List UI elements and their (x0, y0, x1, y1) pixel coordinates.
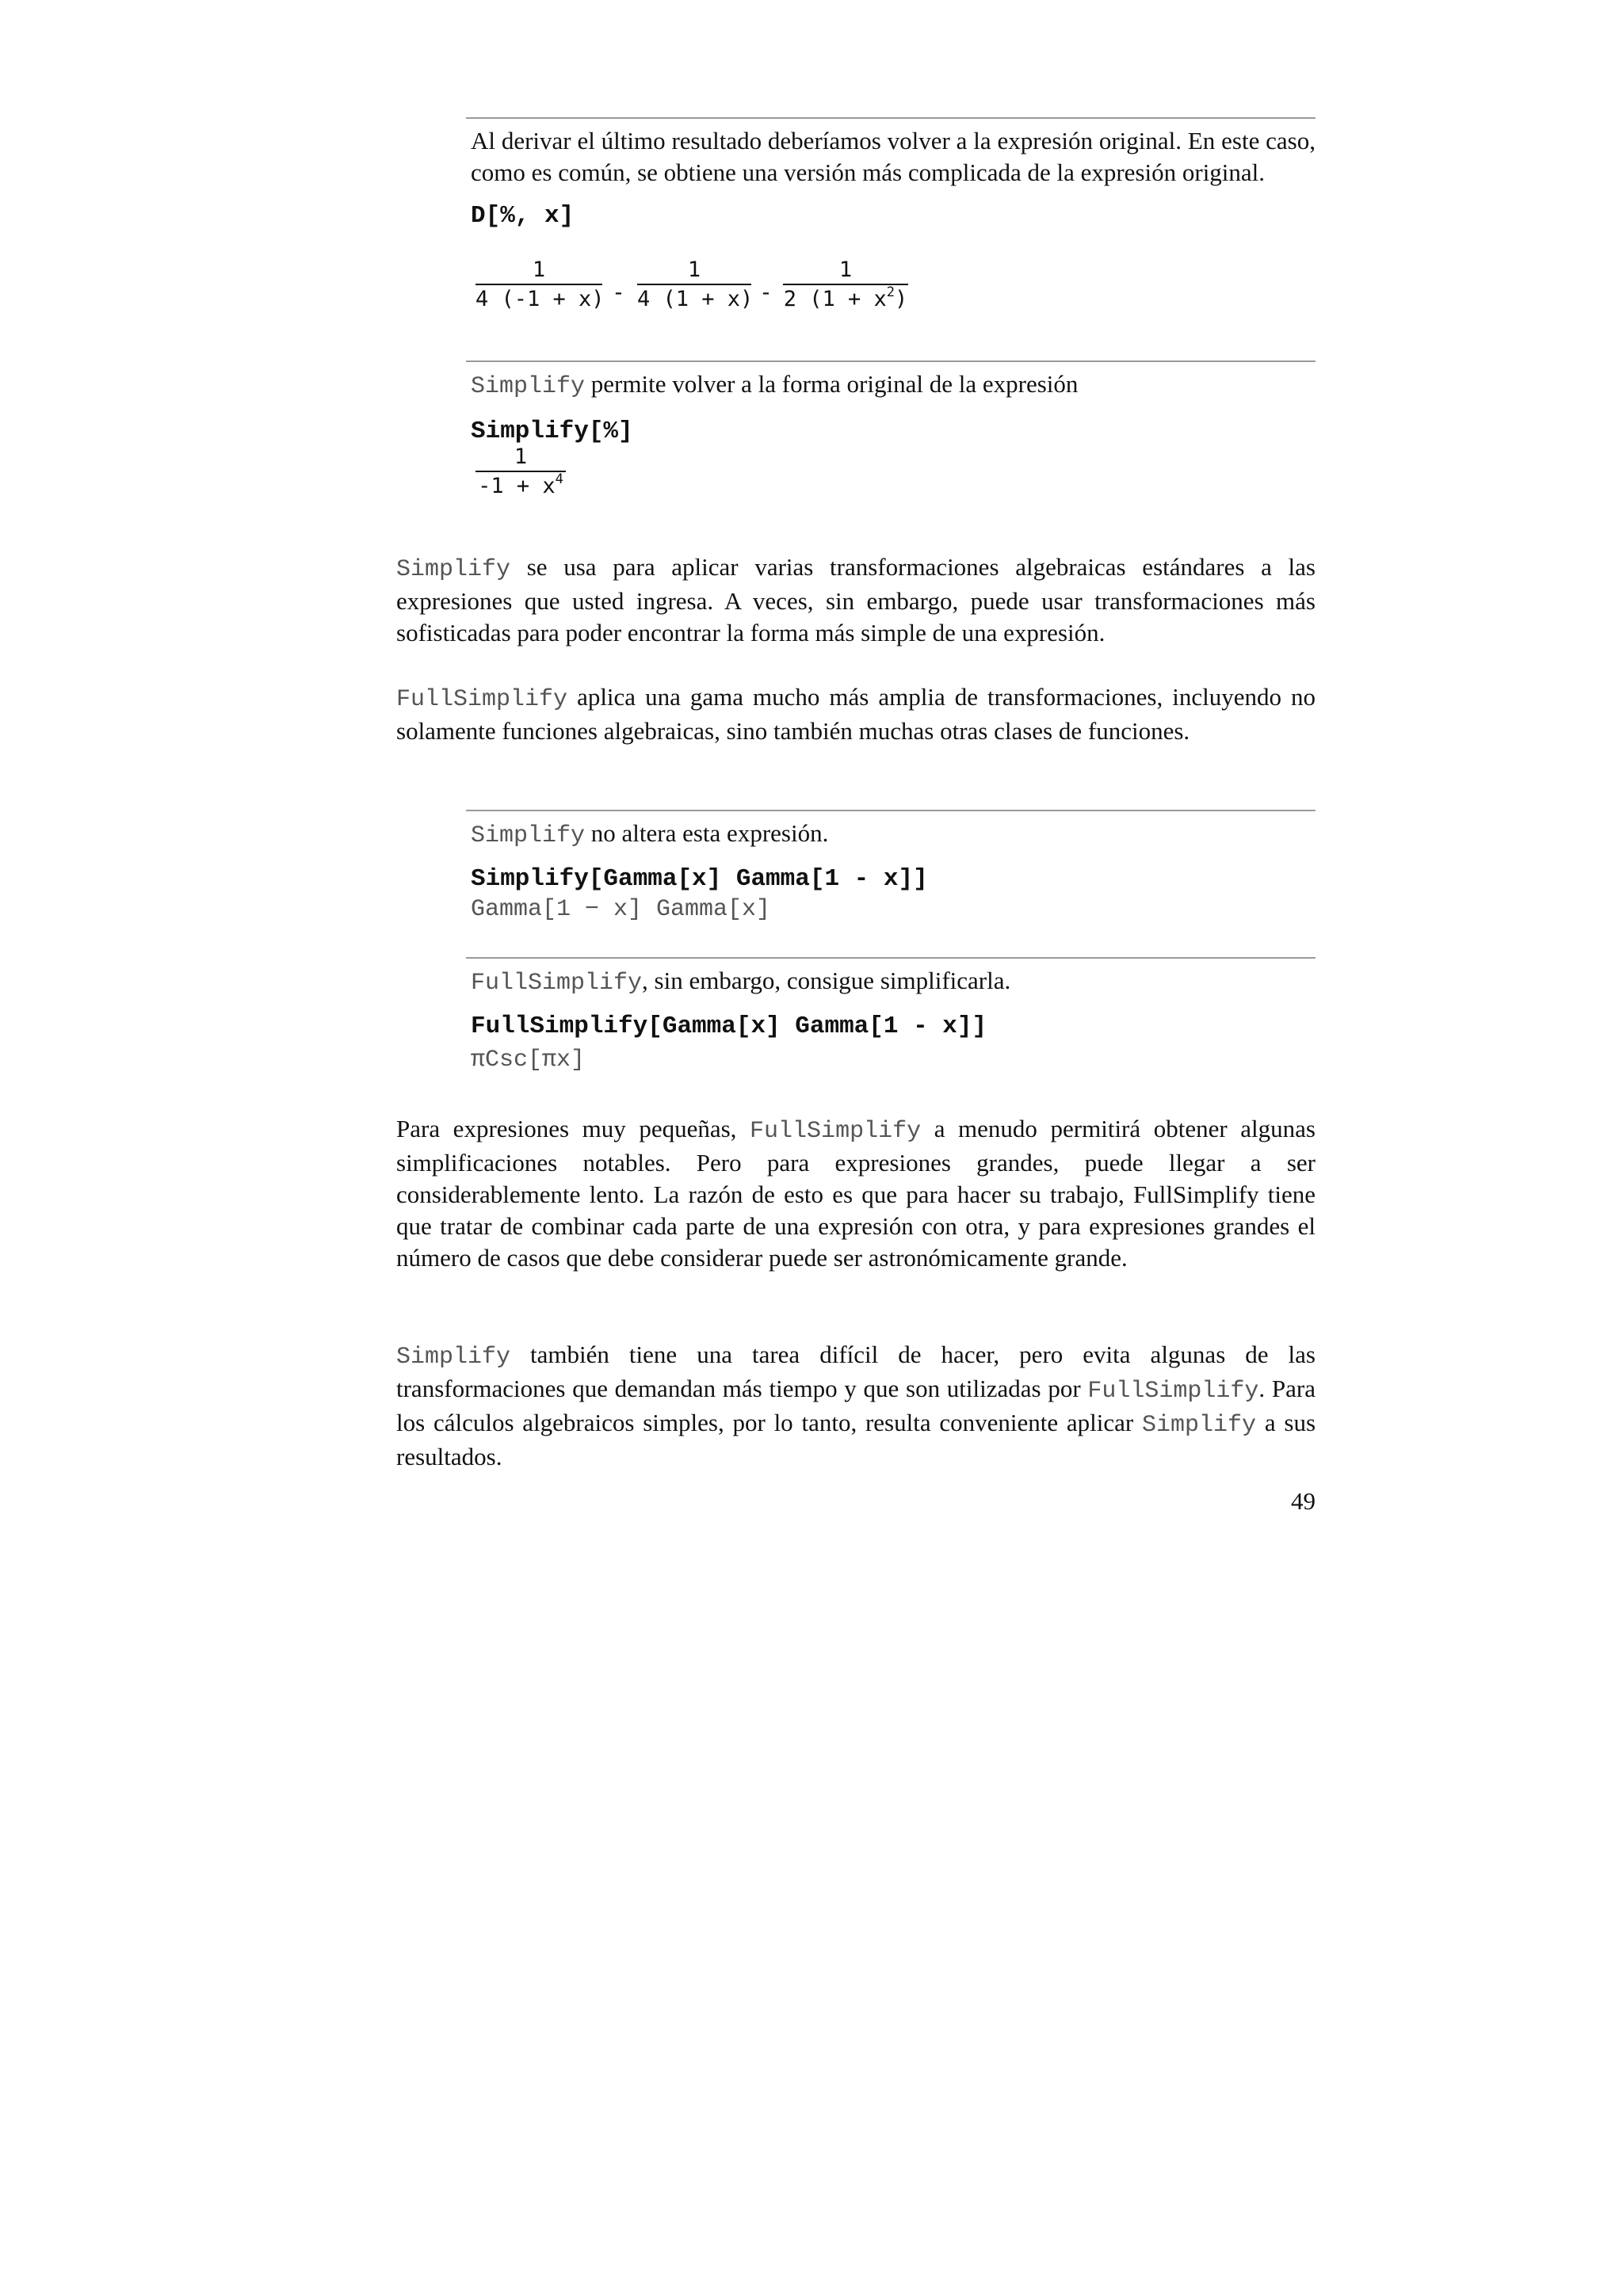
fraction-denominator: $-1 + x^4$ (478, 471, 563, 498)
paragraph-simplify: Simplify se usa para aplicar varias transformaciones algebraicas estándares a las expresiones que usted ingresa. A veces, sin embargo, puede usar transformaciones más sofisticadas para poder encontrar la forma más simple de una expresión. (396, 553, 1316, 646)
fraction-numerator: 1 (532, 257, 546, 282)
fraction-result (475, 444, 566, 501)
fraction-3 (783, 257, 908, 314)
paragraph-performance: Para expresiones muy pequeñas, FullSimplify a menudo permitirá obtener algunas simplificaciones notables. Pero para expresiones grandes, puede llegar a ser considerablemente lento. La razón de esto es que para hacer su trabajo, FullSimplify tiene que tratar de combinar cada parte de una expresión con otra, y para expresiones grandes el número de casos que debe considerar puede ser astronómicamente grande. (396, 1115, 1316, 1272)
output-line: πCsc[πx] (471, 1047, 586, 1074)
fraction-numerator: 1 (838, 257, 853, 282)
cell-description: Al derivar el último resultado deberíamos volver a la expresión original. En este caso, como es común, se obtiene una versión más complicada de la expresión original. (471, 127, 1316, 186)
cell-description: FullSimplify, sin embargo, consigue simplificarla. (471, 967, 1011, 997)
input-line: D[%, x] (471, 202, 575, 230)
paragraph-recommendation: Simplify también tiene una tarea difícil de hacer, pero evita algunas de las transformaciones que demandan más tiempo y que son utilizadas por FullSimplify. Para los cálculos algebraicos simples, por lo tanto, resulta conveniente aplicar Simplify a sus resultados. (396, 1341, 1316, 1470)
minus-sign: - (759, 279, 773, 305)
fraction-1 (475, 257, 605, 314)
cell-description: Simplify no altera esta expresión. (471, 819, 829, 849)
fraction-numerator: 1 (687, 257, 701, 282)
notebook-cell-gamma-fullsimplify (466, 957, 1316, 1101)
fraction-2 (637, 257, 754, 314)
fraction-denominator: 4 (-1 + x) (475, 287, 605, 311)
input-line: FullSimplify[Gamma[x] Gamma[1 - x]] (471, 1013, 987, 1040)
input-line: Simplify[%] (471, 418, 633, 445)
input-line: Simplify[Gamma[x] Gamma[1 - x]] (471, 865, 928, 893)
cell-description: Simplify permite volver a la forma original de la expresión (471, 370, 1079, 400)
minus-sign: - (612, 279, 625, 305)
page-number: 49 (1291, 1487, 1316, 1515)
notebook-cell-derivative (466, 117, 1316, 357)
fraction-numerator: 1 (514, 444, 528, 469)
output-line: Gamma[1 − x] Gamma[x] (471, 896, 771, 923)
paragraph-fullsimplify: FullSimplify aplica una gama mucho más amplia de transformaciones, incluyendo no solamente funciones algebraicas, sino también muchas otras clases de funciones. (396, 683, 1316, 745)
fraction-denominator: 2 $(1 + x^2)$ (783, 284, 908, 311)
fraction-denominator: 4 (1 + x) (637, 287, 754, 311)
notebook-cell-gamma-simplify (466, 810, 1316, 954)
notebook-cell-simplify (466, 360, 1316, 521)
